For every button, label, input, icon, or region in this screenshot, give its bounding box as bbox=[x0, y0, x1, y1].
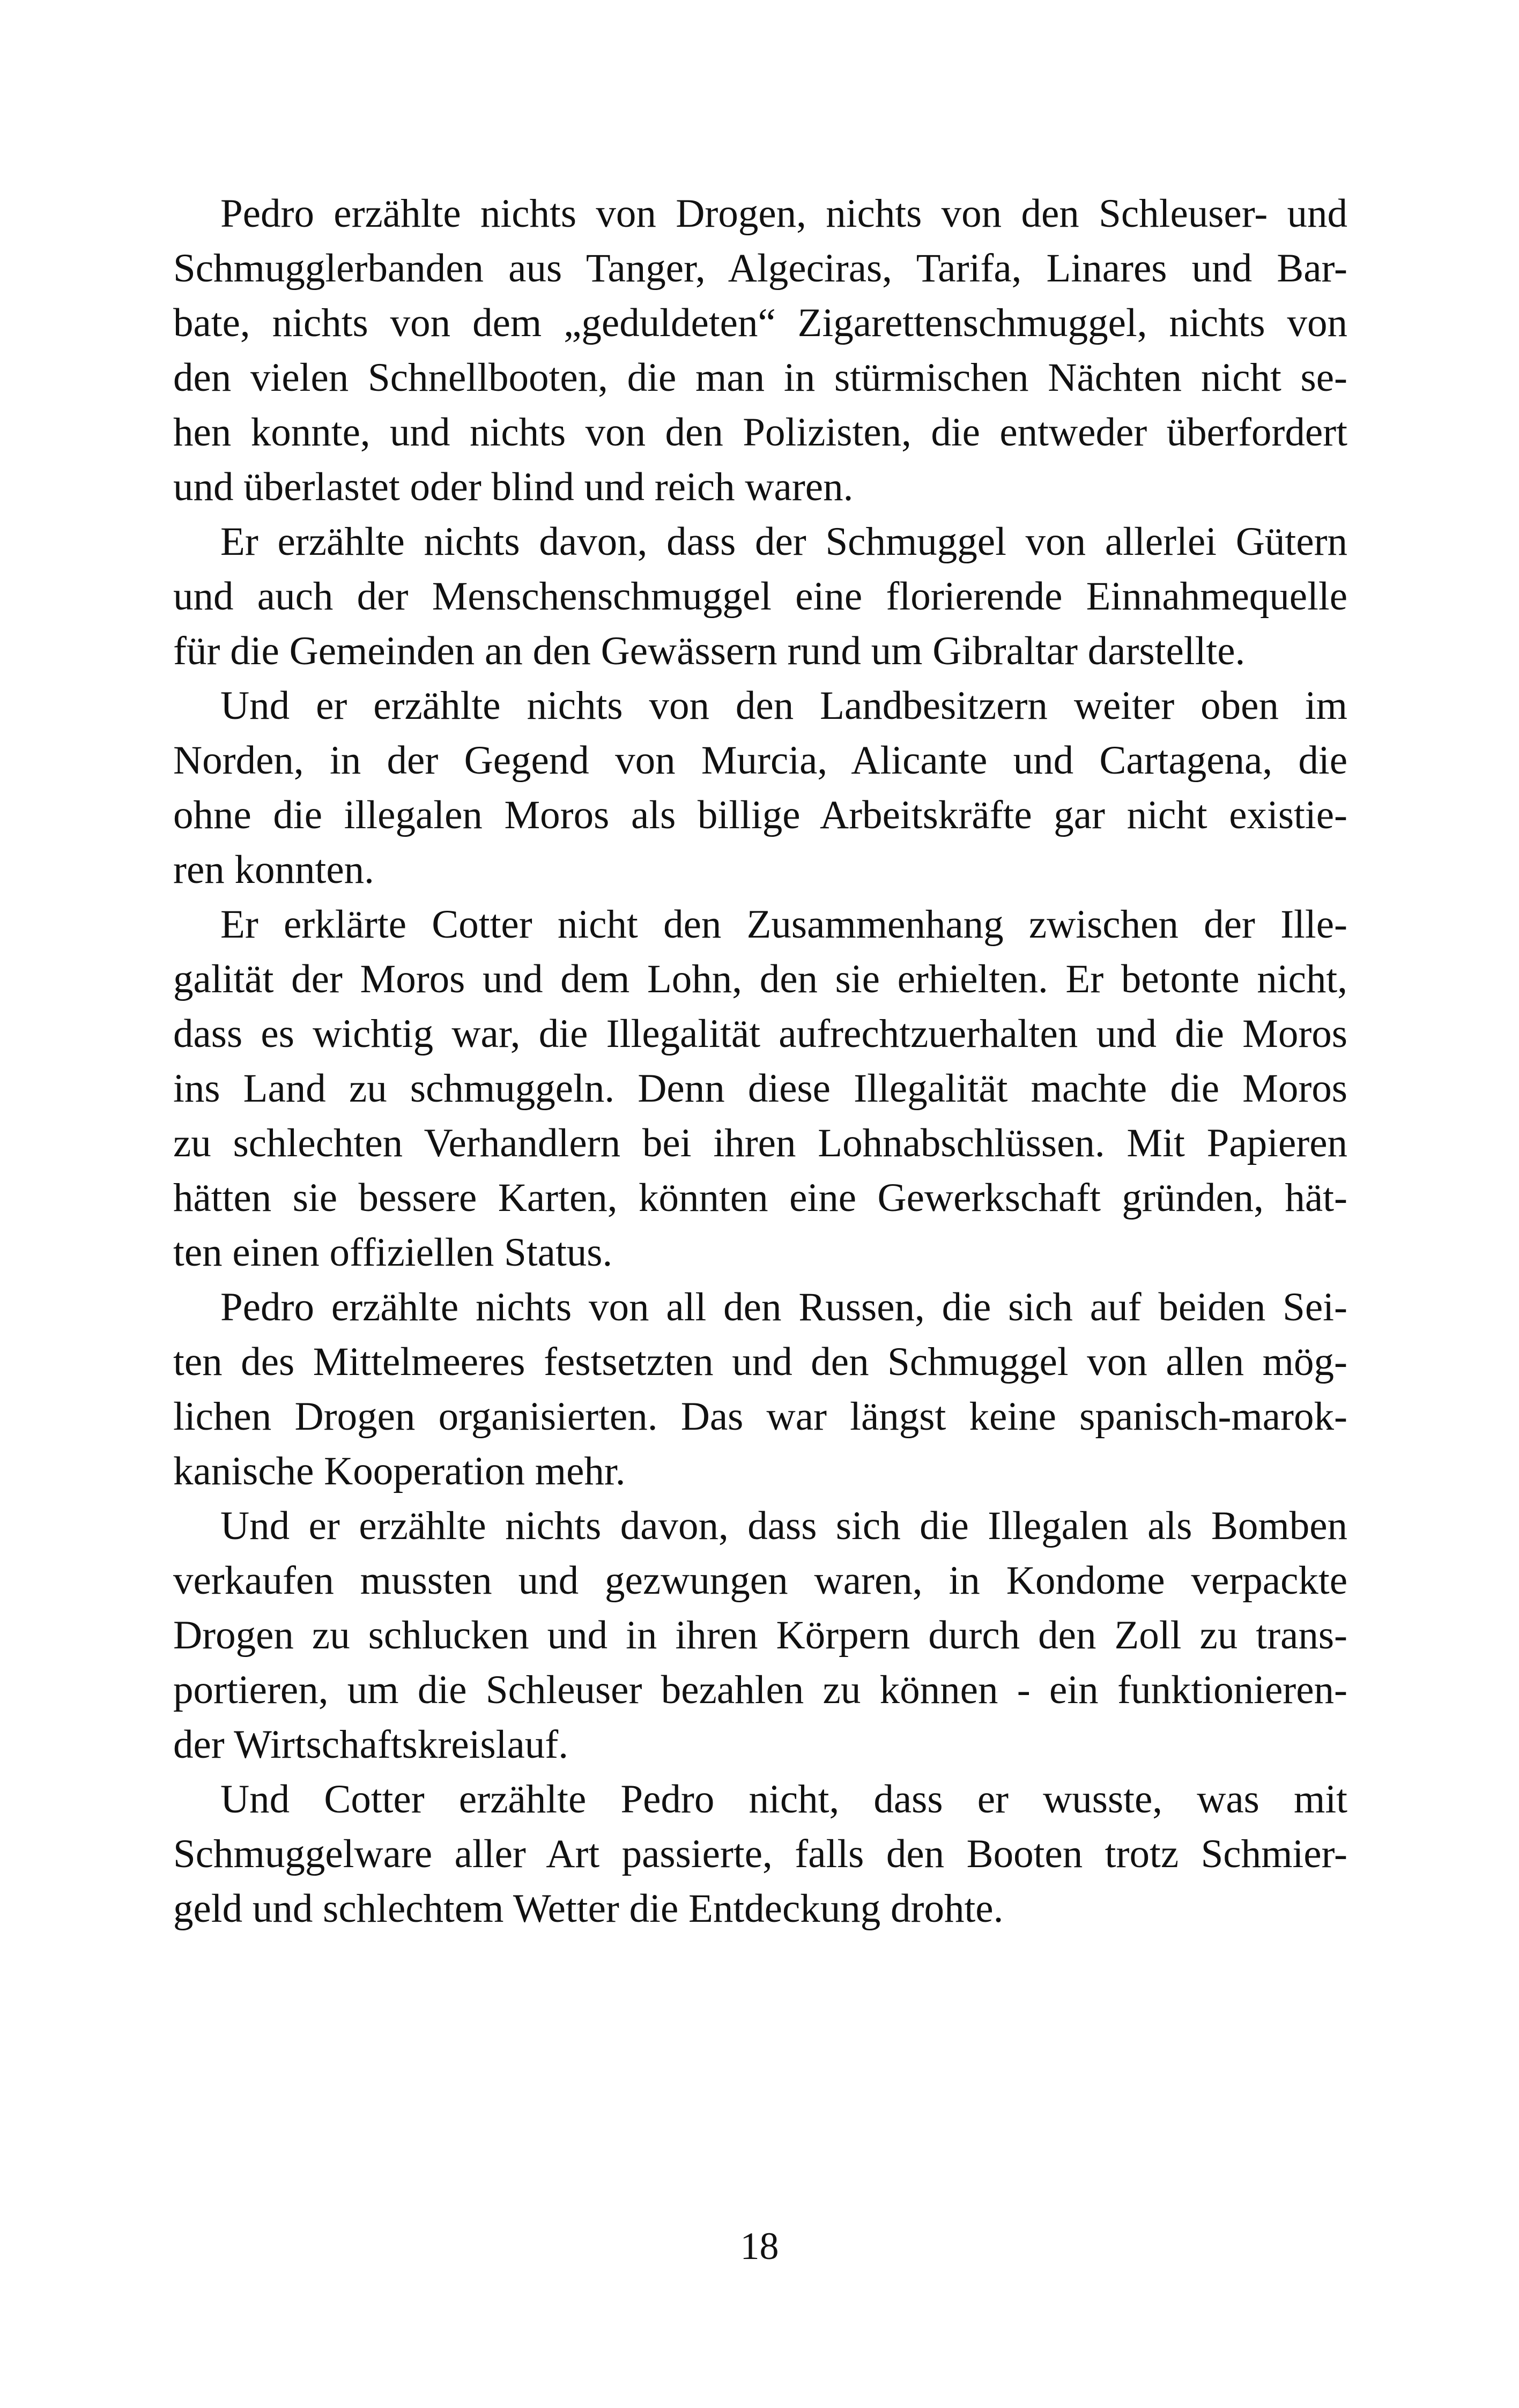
paragraph-5-line-2: ten des Mittelmeeres festsetzten und den Schmuggel von allen mög- bbox=[173, 1340, 1347, 1384]
paragraph-3-line-1: Und er erzählte nichts von den Landbesitzern weiter oben im bbox=[220, 683, 1347, 728]
paragraph-2-line-2: und auch der Menschenschmuggel eine florierende Einnahmequelle bbox=[173, 574, 1347, 619]
paragraph-1-line-4: den vielen Schnellbooten, die man in stürmischen Nächten nicht se- bbox=[173, 355, 1347, 400]
paragraph-3-line-4: ren konnten. bbox=[173, 848, 374, 892]
paragraph-3-line-2: Norden, in der Gegend von Murcia, Alicante und Cartagena, die bbox=[173, 738, 1347, 783]
paragraph-4-line-7: ten einen offiziellen Status. bbox=[173, 1230, 613, 1275]
paragraph-4-line-5: zu schlechten Verhandlern bei ihren Lohnabschlüssen. Mit Papieren bbox=[173, 1121, 1347, 1165]
paragraph-5-line-3: lichen Drogen organisierten. Das war längst keine spanisch-marok- bbox=[173, 1394, 1347, 1439]
paragraph-1-line-5: hen konnte, und nichts von den Polizisten, die entweder überfordert bbox=[173, 410, 1347, 455]
body-text bbox=[173, 187, 1347, 1936]
paragraph-1-line-1: Pedro erzählte nichts von Drogen, nichts von den Schleuser- und bbox=[220, 191, 1347, 236]
paragraph-1-line-3: bate, nichts von dem „geduldeten“ Zigarettenschmuggel, nichts von bbox=[173, 301, 1347, 345]
paragraph-7-line-3: geld und schlechtem Wetter die Entdeckung drohte. bbox=[173, 1886, 1004, 1931]
paragraph-7-line-1: Und Cotter erzählte Pedro nicht, dass er wusste, was mit bbox=[220, 1777, 1347, 1822]
paragraph-6-line-4: portieren, um die Schleuser bezahlen zu können - ein funktionieren- bbox=[173, 1668, 1347, 1712]
paragraph-5-line-1: Pedro erzählte nichts von all den Russen, die sich auf beiden Sei- bbox=[220, 1285, 1347, 1329]
paragraph-6-line-2: verkaufen mussten und gezwungen waren, in Kondome verpackte bbox=[173, 1558, 1347, 1603]
paragraph-4-line-2: galität der Moros und dem Lohn, den sie erhielten. Er betonte nicht, bbox=[173, 957, 1347, 1001]
paragraph-3-line-3: ohne die illegalen Moros als billige Arbeitskräfte gar nicht existie- bbox=[173, 793, 1347, 837]
paragraph-6-line-5: der Wirtschaftskreislauf. bbox=[173, 1722, 568, 1767]
paragraph-1-line-2: Schmugglerbanden aus Tanger, Algeciras, Tarifa, Linares und Bar- bbox=[173, 246, 1347, 291]
paragraph-7-line-2: Schmuggelware aller Art passierte, falls den Booten trotz Schmier- bbox=[173, 1832, 1347, 1876]
paragraph-2-line-1: Er erzählte nichts davon, dass der Schmuggel von allerlei Gütern bbox=[220, 519, 1347, 564]
paragraph-6-line-3: Drogen zu schlucken und in ihren Körpern durch den Zoll zu trans- bbox=[173, 1613, 1347, 1658]
paragraph-4-line-1: Er erklärte Cotter nicht den Zusammenhang zwischen der Ille- bbox=[220, 902, 1347, 947]
paragraph-5-line-4: kanische Kooperation mehr. bbox=[173, 1449, 626, 1493]
paragraph-4-line-6: hätten sie bessere Karten, könnten eine Gewerkschaft gründen, hät- bbox=[173, 1176, 1347, 1220]
paragraph-4-line-4: ins Land zu schmuggeln. Denn diese Illegalität machte die Moros bbox=[173, 1066, 1347, 1111]
paragraph-1-line-6: und überlastet oder blind und reich waren. bbox=[173, 465, 854, 509]
paragraph-6-line-1: Und er erzählte nichts davon, dass sich die Illegalen als Bomben bbox=[220, 1504, 1347, 1548]
page-number: 18 bbox=[740, 2225, 779, 2268]
paragraph-4-line-3: dass es wichtig war, die Illegalität aufrechtzuerhalten und die Moros bbox=[173, 1012, 1347, 1056]
paragraph-2-line-3: für die Gemeinden an den Gewässern rund um Gibraltar darstellte. bbox=[173, 629, 1246, 673]
